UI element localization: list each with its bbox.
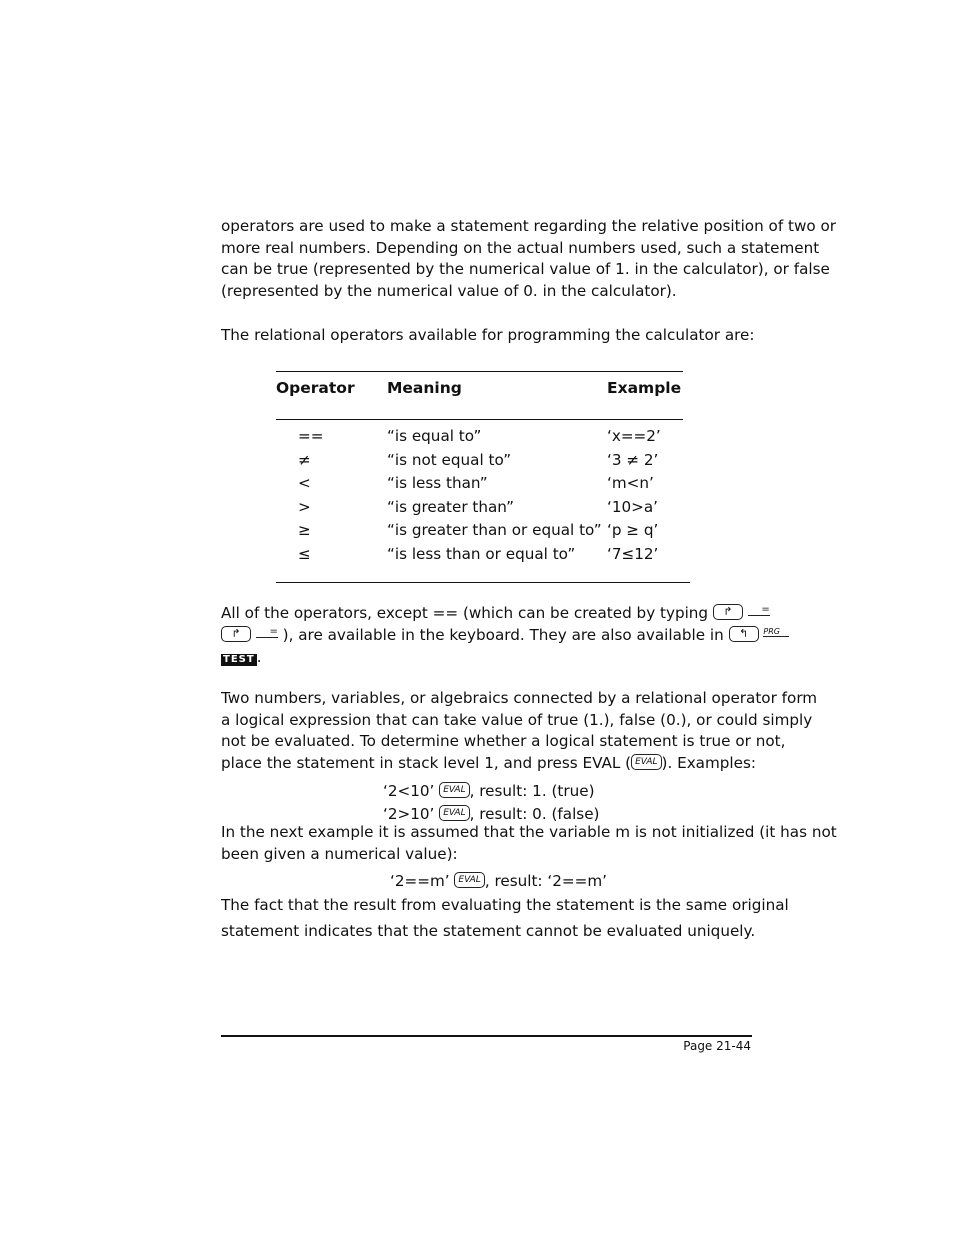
row-operator: ≠ <box>298 451 311 469</box>
header-meaning: Meaning <box>387 379 462 397</box>
page-number: Page 21-44 <box>683 1039 751 1053</box>
example-expression: ‘2>10’ <box>383 805 435 823</box>
example-line <box>383 781 595 801</box>
example-result: , result: ‘2==m’ <box>484 872 607 890</box>
row-meaning: “is less than” <box>387 474 488 492</box>
example-line <box>390 871 607 891</box>
row-example: ‘x==2’ <box>607 427 661 445</box>
example-expression: ‘2<10’ <box>383 782 435 800</box>
right-shift-key-icon: ↱ <box>221 626 251 642</box>
row-operator: ≥ <box>298 521 311 539</box>
equals-key-label: = <box>748 605 770 616</box>
intro-line: (represented by the numerical value of 0. in the calculator). <box>221 282 677 300</box>
example-expression: ‘2==m’ <box>390 872 450 890</box>
operators-line <box>221 625 789 645</box>
table-top-rule <box>276 371 683 372</box>
equals-key-label: = <box>256 627 278 638</box>
eval-key-icon: EVAL <box>439 805 469 821</box>
operators-line <box>221 647 262 667</box>
operators-text: ), are available in the keyboard. They are also available in <box>282 626 724 644</box>
logical-text: place the statement in stack level 1, and press EVAL ( <box>221 754 632 772</box>
intro-line: operators are used to make a statement regarding the relative position of two or <box>221 217 837 235</box>
logical-line: Two numbers, variables, or algebraics connected by a relational operator form <box>221 689 818 707</box>
eval-key-icon: EVAL <box>631 754 661 770</box>
logical-text: ). Examples: <box>661 754 757 772</box>
right-shift-key-icon: ↱ <box>713 604 743 620</box>
header-operator: Operator <box>276 379 355 397</box>
example-result: , result: 0. (false) <box>469 805 600 823</box>
row-operator: > <box>298 498 311 516</box>
intro-line: can be true (represented by the numerical value of 1. in the calculator), or false <box>221 260 830 278</box>
row-operator: < <box>298 474 311 492</box>
row-meaning: “is less than or equal to” <box>387 545 576 563</box>
left-shift-key-icon: ↰ <box>729 626 759 642</box>
row-meaning: “is greater than” <box>387 498 514 516</box>
closing-line: The fact that the result from evaluating the statement is the same original <box>221 896 789 914</box>
row-operator: ≤ <box>298 545 311 563</box>
row-example: ‘m<n’ <box>607 474 654 492</box>
row-example: ‘7≤12’ <box>607 545 659 563</box>
uninit-line: In the next example it is assumed that the variable m is not initialized (it has not <box>221 823 837 841</box>
eval-key-icon: EVAL <box>454 872 484 888</box>
footer-rule <box>221 1035 752 1037</box>
row-meaning: “is equal to” <box>387 427 482 445</box>
header-rule <box>276 419 683 420</box>
logical-line <box>221 753 756 773</box>
period: . <box>256 648 262 666</box>
uninit-line: been given a numerical value): <box>221 845 458 863</box>
row-example: ‘3 ≠ 2’ <box>607 451 659 469</box>
row-meaning: “is greater than or equal to” <box>387 521 602 539</box>
table-bottom-rule <box>276 582 690 583</box>
test-softkey: TEST <box>223 654 255 665</box>
row-example: ‘10>a’ <box>607 498 659 516</box>
logical-line: a logical expression that can take value of true (1.), false (0.), or could simply <box>221 711 813 729</box>
operators-text: All of the operators, except == (which can be created by typing <box>221 604 709 622</box>
eval-key-icon: EVAL <box>439 782 469 798</box>
header-example: Example <box>607 379 682 397</box>
row-operator: == <box>298 427 324 445</box>
row-meaning: “is not equal to” <box>387 451 512 469</box>
operators-line <box>221 603 770 623</box>
lead-sentence: The relational operators available for programming the calculator are: <box>221 326 755 344</box>
prg-key-label: PRG <box>763 627 789 637</box>
example-line <box>383 804 599 824</box>
intro-line: more real numbers. Depending on the actual numbers used, such a statement <box>221 239 820 257</box>
example-result: , result: 1. (true) <box>469 782 595 800</box>
logical-line: not be evaluated. To determine whether a logical statement is true or not, <box>221 732 786 750</box>
row-example: ‘p ≥ q’ <box>607 521 659 539</box>
closing-line: statement indicates that the statement cannot be evaluated uniquely. <box>221 922 756 940</box>
